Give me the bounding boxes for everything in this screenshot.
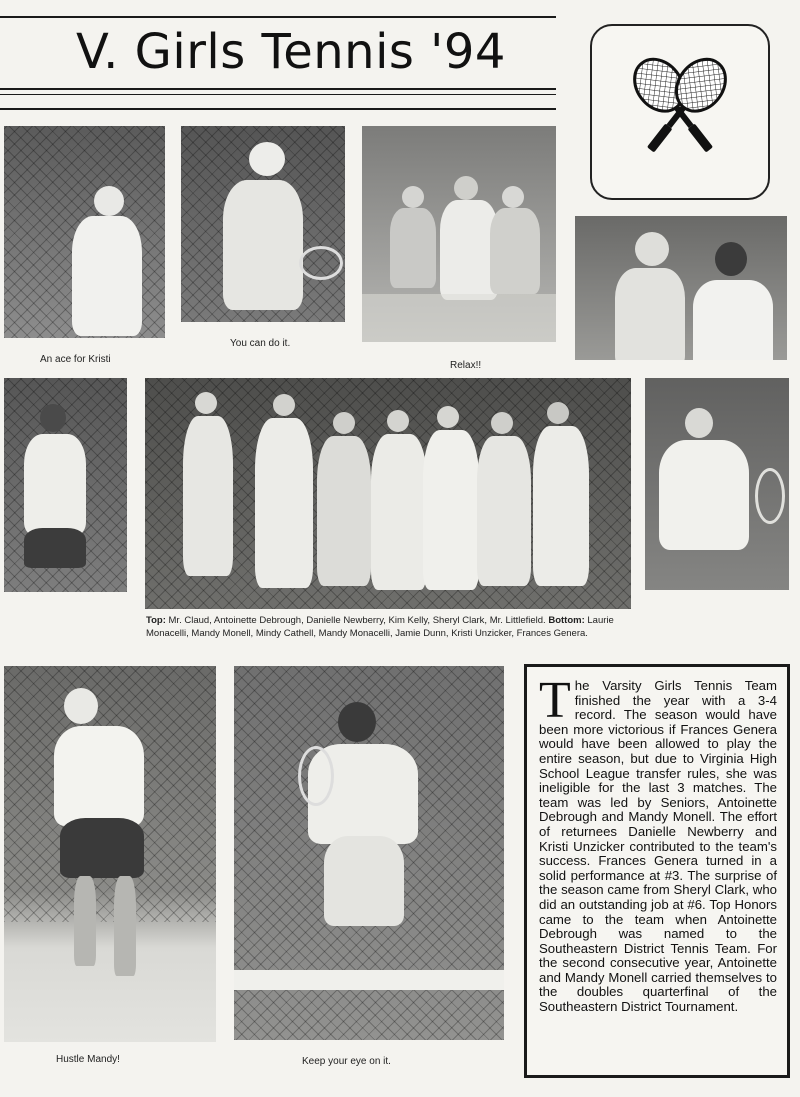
- team-caption-bottom-names: Laurie Monacelli, Mandy Monell, Mindy Cathell, Mandy Monacelli, Jamie Dunn, Kristi Unzicker, Frances Genera.: [146, 615, 614, 639]
- header-rule-mid-1: [0, 88, 556, 90]
- caption-relax: Relax!!: [450, 360, 482, 371]
- photo-relax: [362, 126, 556, 342]
- caption-ace: An ace for Kristi: [40, 354, 111, 365]
- team-caption: [146, 614, 632, 640]
- crossed-tennis-rackets-icon: [592, 26, 768, 198]
- header-rule-bottom: [0, 108, 556, 110]
- article-body: he Varsity Girls Tennis Team finished the year with a 3-4 record. The season would have been more victorious if Frances Genera would have been allowed to play the entire season, but due to Virginia High School League transfer rules, she was ineligible for the last 3 matches. The team was led by Seniors, Antoinette Debrough and Mandy Monell. The effort of returnees Danielle Newberry and Kristi Unzicker contributed to the team's success. Frances Genera turned in a solid performance at #3. The surprise of the season came from Sheryl Clark, who did an outstanding job at #6. Top Honors came to the team when Antoinette Debrough was named to the Southeastern District Tennis Team. For the second consecutive year, Antoinette and Mandy Monell carried themselves to the doubles quarterfinal of the Southeastern District Tournament.: [539, 678, 777, 1015]
- photo-swing: [4, 378, 127, 592]
- header-rule-mid-2: [0, 94, 556, 95]
- article-text: [539, 672, 777, 1015]
- caption-eye: Keep your eye on it.: [302, 1056, 391, 1067]
- team-caption-top-names: Mr. Claud, Antoinette Debrough, Danielle Newberry, Kim Kelly, Sheryl Clark, Mr. Littlefield.: [168, 615, 546, 626]
- photo-can-do: [181, 126, 345, 322]
- photo-team: [145, 378, 631, 609]
- photo-hustle: [4, 666, 216, 1042]
- article-dropcap: T: [539, 672, 571, 729]
- photo-pair: [575, 216, 787, 360]
- photo-eye: [234, 666, 504, 1040]
- photo-ace: [4, 126, 165, 338]
- tennis-emblem: [590, 24, 770, 200]
- page-title: V. Girls Tennis '94: [76, 24, 506, 80]
- team-caption-bottom-label: Bottom:: [548, 615, 585, 626]
- article-box: [524, 664, 790, 1078]
- caption-can-do: You can do it.: [230, 338, 291, 349]
- photo-racket: [645, 378, 789, 590]
- caption-hustle: Hustle Mandy!: [56, 1054, 120, 1065]
- header-rule-top: [0, 16, 556, 18]
- team-caption-top-label: Top:: [146, 615, 166, 626]
